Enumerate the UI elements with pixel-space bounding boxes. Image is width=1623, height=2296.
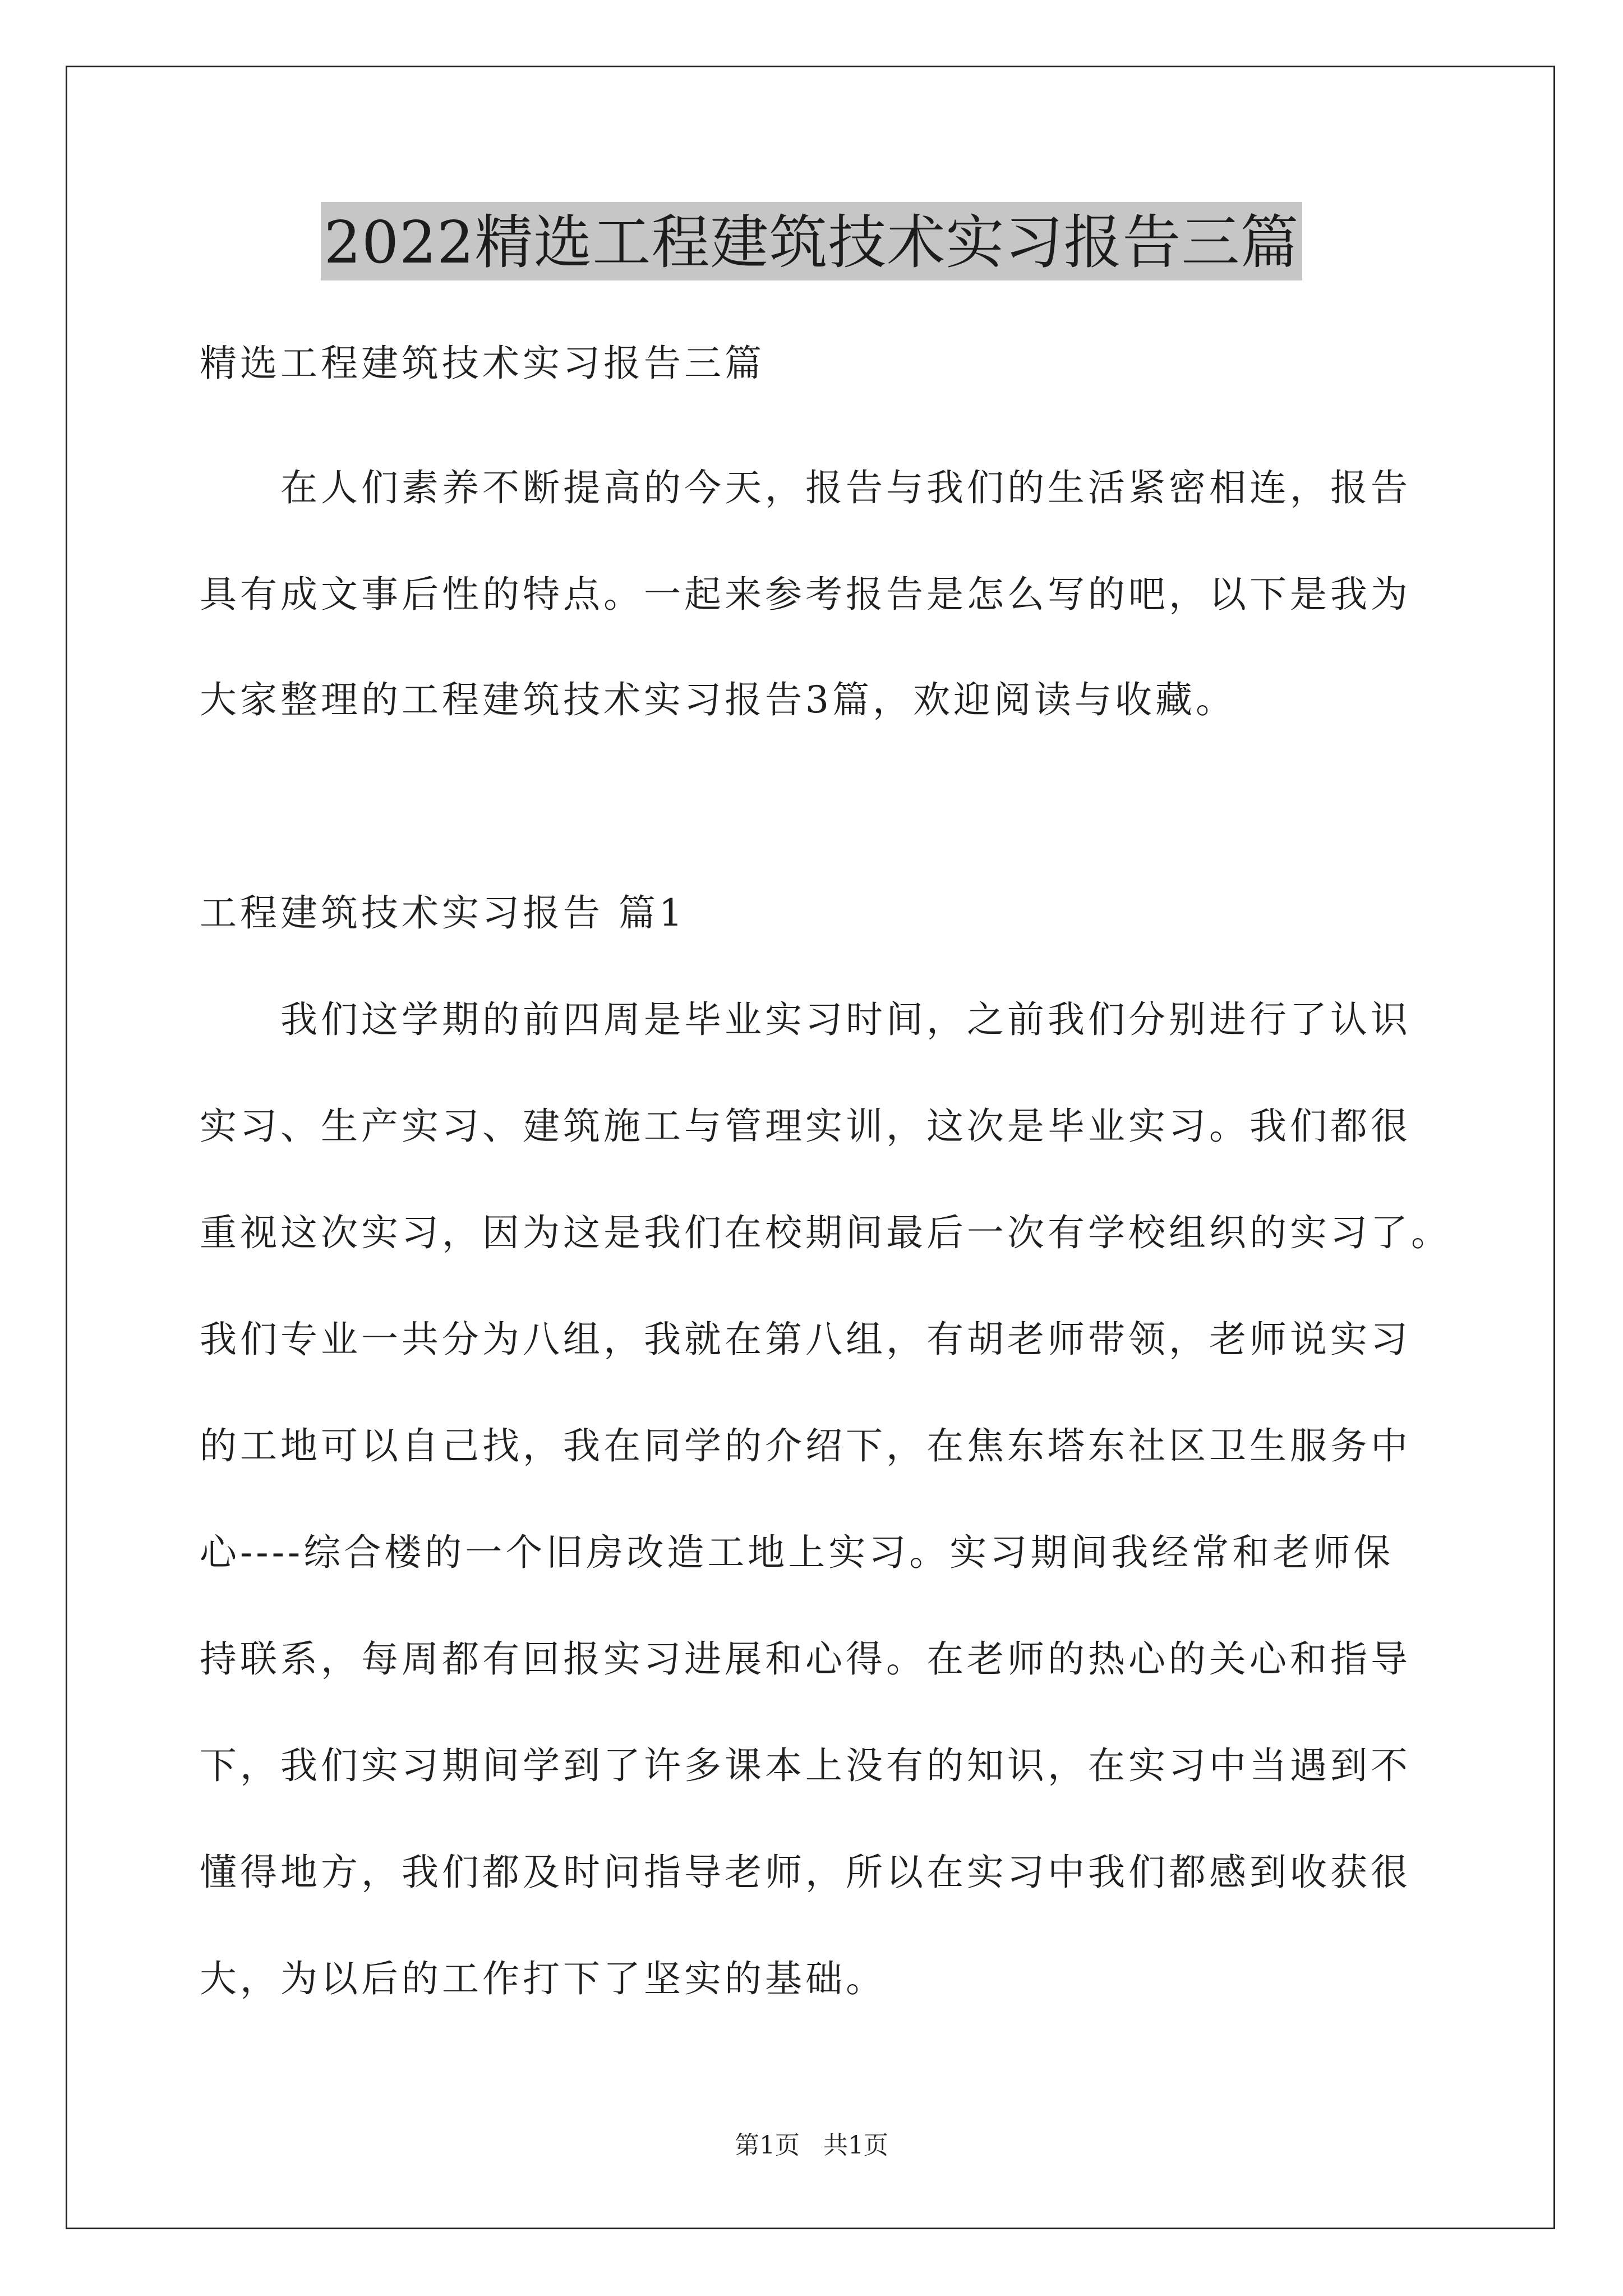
body-line-9: 懂得地方，我们都及时问指导老师，所以在实习中我们都感到收获很 xyxy=(200,1851,1411,1894)
document-title-text: 2022精选工程建筑技术实习报告三篇 xyxy=(321,202,1303,280)
body-line-3: 重视这次实习，因为这是我们在校期间最后一次有学校组织的实习了。 xyxy=(200,1211,1451,1254)
body-line-5: 的工地可以自己找，我在同学的介绍下，在焦东塔东社区卫生服务中 xyxy=(200,1424,1411,1467)
body-line-6: 心----综合楼的一个旧房改造工地上实习。实习期间我经常和老师保 xyxy=(200,1531,1394,1574)
body-line-4: 我们专业一共分为八组，我就在第八组，有胡老师带领，老师说实习 xyxy=(200,1318,1411,1361)
body-line-7: 持联系，每周都有回报实习进展和心得。在老师的热心的关心和指导 xyxy=(200,1637,1411,1681)
document-title xyxy=(0,202,1623,280)
body-line-8: 下，我们实习期间学到了许多课本上没有的知识，在实习中当遇到不 xyxy=(200,1744,1411,1787)
section-heading: 工程建筑技术实习报告 篇1 xyxy=(200,891,686,935)
intro-line-2: 具有成文事后性的特点。一起来参考报告是怎么写的吧，以下是我为 xyxy=(200,573,1411,616)
intro-line-3: 大家整理的工程建筑技术实习报告3篇，欢迎阅读与收藏。 xyxy=(200,678,1236,721)
document-subtitle: 精选工程建筑技术实习报告三篇 xyxy=(200,342,765,385)
body-line-1: 我们这学期的前四周是毕业实习时间，之前我们分别进行了认识 xyxy=(280,998,1411,1041)
body-line-2: 实习、生产实习、建筑施工与管理实训，这次是毕业实习。我们都很 xyxy=(200,1105,1411,1148)
page-footer: 第1页 共1页 xyxy=(735,2131,888,2160)
body-line-10: 大，为以后的工作打下了坚实的基础。 xyxy=(200,1957,886,2000)
intro-line-1: 在人们素养不断提高的今天，报告与我们的生活紧密相连，报告 xyxy=(280,466,1411,509)
